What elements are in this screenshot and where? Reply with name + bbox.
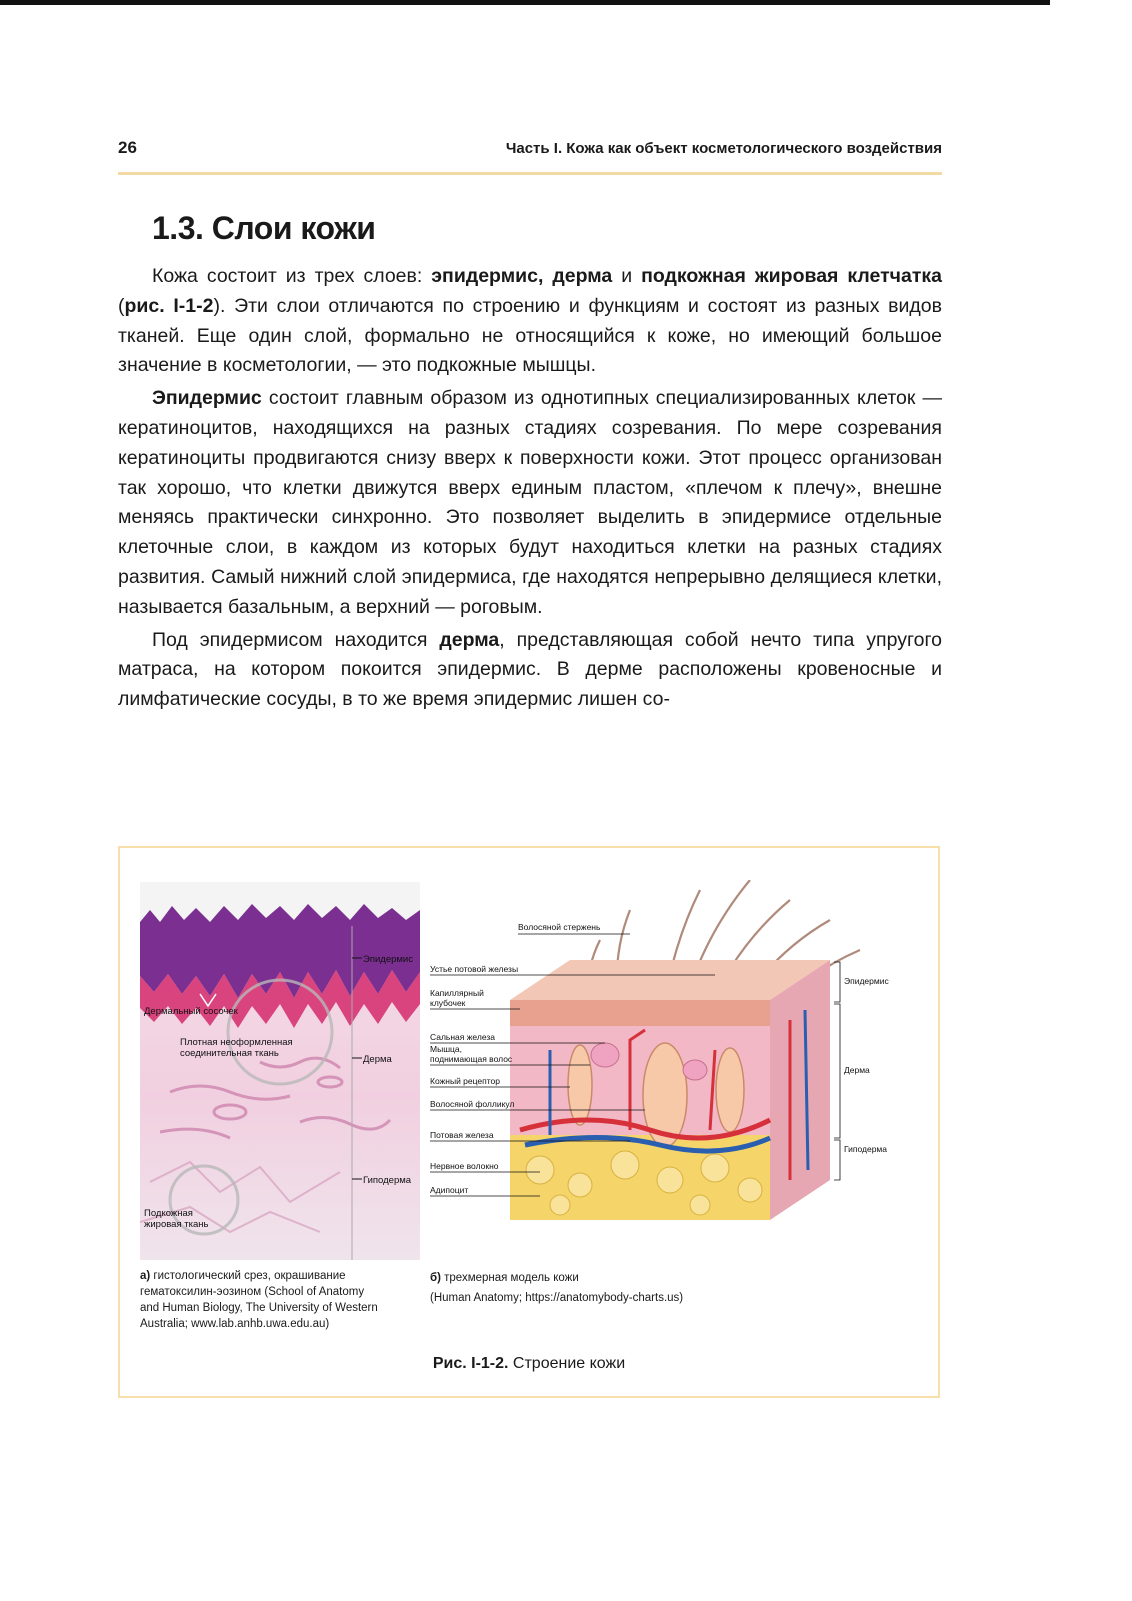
label-follicle: Волосяной фолликул — [430, 1099, 515, 1109]
caption-b-line: (Human Anatomy; https://anatomybody-charts.us) — [430, 1292, 684, 1304]
text-run: Под эпидермисом находится — [152, 628, 440, 651]
label-fat-1: Подкожная — [144, 1208, 193, 1219]
section-title: 1.3. Слои кожи — [152, 210, 376, 246]
label-nerve: Нервное волокно — [430, 1161, 499, 1171]
label-dermis: Дерма — [363, 1054, 392, 1065]
caption-a-marker: а) — [140, 1270, 151, 1282]
paragraph-2 — [118, 384, 942, 622]
label-fat-2: жировая ткань — [144, 1219, 209, 1230]
label-model-epidermis: Эпидермис — [844, 976, 889, 986]
top-rule — [0, 0, 1050, 5]
label-receptor: Кожный рецептор — [430, 1076, 500, 1086]
text-run: Кожа состоит из трех слоев: — [152, 265, 432, 287]
text-run: ). Эти слои отличаются по строению и функциям и состоят из разных видов тканей. Еще один слой, формально не относящийся к коже, но имеющий большое значение в косметологии, — это подкожные мышцы. — [118, 294, 942, 377]
label-capillary-2: клубочек — [430, 998, 466, 1008]
text-run: ( — [118, 294, 125, 317]
histology-image — [140, 882, 420, 1260]
figure-title-text: Строение кожи — [508, 1355, 626, 1372]
bold-term: подкожная жировая клетчатка — [641, 265, 942, 287]
bold-term: эпидермис, дерма — [431, 265, 613, 287]
figure-number: Рис. I-1-2. — [432, 1355, 509, 1372]
label-adipocyte: Адипоцит — [430, 1185, 469, 1195]
text-run: , представляющая собой нечто типа упругого матраса, на котором покоится эпидермис. В дерме расположены кровеносные и лимфатические сосуды, в то же время эпидермис лишен со- — [118, 628, 943, 711]
paragraph-3 — [118, 626, 942, 715]
caption-b-marker: б) — [430, 1272, 441, 1284]
body-text — [118, 262, 942, 718]
label-dense-tissue-2: соединительная ткань — [180, 1048, 279, 1059]
bold-term: дерма — [439, 628, 500, 651]
page-number: 26 — [118, 138, 137, 157]
caption-b-line: трехмерная модель кожи — [440, 1272, 579, 1284]
label-epidermis: Эпидермис — [363, 954, 413, 965]
label-capillary-1: Капиллярный — [430, 988, 484, 998]
figure-reference: рис. I-1-2 — [124, 294, 214, 317]
label-hair-shaft: Волосяной стержень — [518, 922, 601, 932]
skin-model-image — [430, 880, 928, 1260]
text-run: и — [612, 265, 642, 287]
caption-a-line: гематоксилин-эозином (School of Anatomy — [140, 1286, 365, 1298]
running-title: Часть I. Кожа как объект косметологического воздействия — [505, 140, 942, 157]
paragraph-1 — [118, 262, 942, 381]
label-muscle-1: Мышца, — [430, 1044, 462, 1054]
label-sweat-gland: Потовая железа — [430, 1130, 494, 1140]
label-model-dermis: Дерма — [844, 1065, 870, 1075]
caption-a-line: гистологический срез, окрашивание — [150, 1270, 346, 1282]
caption-a — [140, 1268, 415, 1332]
label-hypodermis: Гиподерма — [363, 1175, 412, 1186]
caption-a-line: Australia; www.lab.anhb.uwa.edu.au) — [140, 1318, 330, 1330]
caption-a-line: and Human Biology, The University of Western — [140, 1302, 378, 1314]
figure-title — [118, 1355, 940, 1373]
text-run: состоит главным образом из однотипных специализированных клеток — кератиноцитов, находящихся на разных стадиях созревания. По мере созревания кератиноциты продвигаются снизу вверх к поверхности кожи. Этот процесс организован так хорошо, что клетки движутся вверх единым пластом, «плечом к плечу», внешне меняясь практически синхронно. Это позволяет выделить в эпидермисе отдельные клеточные слои, в каждом из которых будут находиться клетки на разных стадиях развития. Самый нижний слой эпидермиса, где находятся непрерывно делящиеся клетки, называется базальным, а верхний — роговым. — [118, 387, 942, 618]
label-dense-tissue-1: Плотная неоформленная — [180, 1037, 293, 1048]
caption-b — [430, 1268, 790, 1308]
label-dermal-papilla: Дермальный сосочек — [144, 1006, 238, 1017]
label-muscle-2: поднимающая волос — [430, 1054, 513, 1064]
label-sebaceous: Сальная железа — [430, 1032, 495, 1042]
label-model-hypodermis: Гиподерма — [844, 1144, 888, 1154]
label-sweat-pore: Устье потовой железы — [430, 964, 519, 974]
page-header — [118, 132, 942, 175]
bold-term: Эпидермис — [152, 387, 262, 410]
